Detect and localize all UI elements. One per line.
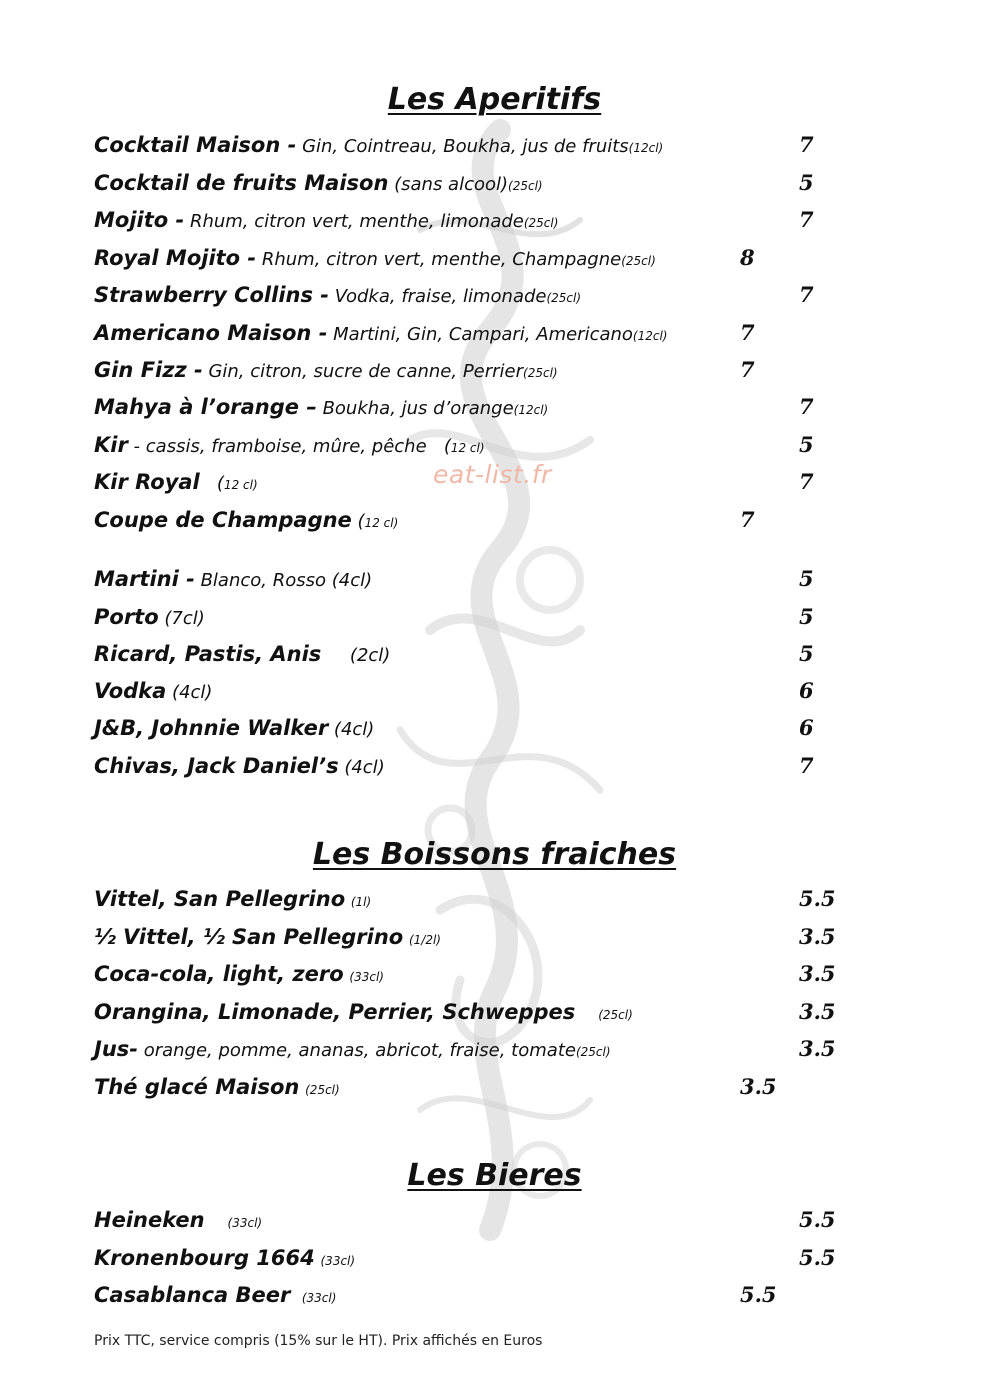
menu-item-description: (sans alcool) [388, 174, 509, 195]
menu-item-volume: (25cl) [305, 1083, 340, 1097]
menu-item-volume: (12cl) [628, 141, 664, 155]
menu-item-price: 7 [740, 507, 755, 532]
menu-item [94, 470, 258, 500]
menu-item-price: 3.5 [799, 999, 836, 1024]
menu-item-description: (7cl) [158, 608, 205, 629]
watermark: eat-list.fr [433, 460, 552, 489]
menu-item [94, 642, 390, 672]
menu-item [94, 716, 374, 746]
menu-item [94, 679, 212, 709]
menu-item-price: 3.5 [799, 1036, 836, 1061]
menu-item-price: 7 [799, 207, 814, 232]
menu-item-description: ( [199, 473, 224, 494]
footer-note: Prix TTC, service compris (15% sur le HT). Prix affichés en Euros [94, 1333, 543, 1349]
menu-item [94, 171, 543, 201]
menu-item [94, 1246, 355, 1276]
menu-item-volume: 12 cl) [223, 478, 258, 492]
menu-item [94, 887, 371, 917]
menu-item-price: 5.5 [799, 1245, 836, 1270]
menu-item-name: Casablanca Beer [94, 1283, 291, 1307]
menu-item [94, 208, 558, 238]
menu-item-description: Rhum, citron vert, menthe, limonade [184, 211, 524, 232]
menu-item [94, 1037, 611, 1067]
menu-item-name: Mahya à l’orange – [94, 395, 317, 419]
menu-item-name: Orangina, Limonade, Perrier, Schweppes [94, 1000, 576, 1024]
menu-item-description: Vodka, fraise, limonade [329, 286, 547, 307]
menu-item-name: Porto [94, 605, 159, 629]
menu-item-name: Royal Mojito - [94, 246, 257, 270]
menu-item-volume: (25cl) [598, 1008, 633, 1022]
menu-item-name: Cocktail Maison - [94, 133, 297, 157]
menu-item [94, 925, 441, 955]
menu-item-price: 3.5 [740, 1074, 777, 1099]
menu-item [94, 246, 656, 276]
menu-item-name: Americano Maison - [94, 321, 328, 345]
menu-item-volume: (25cl) [575, 1045, 611, 1059]
menu-item-description: Gin, citron, sucre de canne, Perrier [202, 361, 524, 382]
menu-item [94, 1075, 340, 1105]
menu-item-price: 3.5 [799, 924, 836, 949]
menu-item-volume: (33cl) [301, 1291, 337, 1305]
menu-item-name: Strawberry Collins - [94, 283, 329, 307]
menu-item-price: 5 [799, 641, 814, 666]
menu-item-description: Blanco, Rosso (4cl) [194, 570, 373, 591]
menu-item-volume: (25cl) [508, 179, 543, 193]
menu-item-description: Gin, Cointreau, Boukha, jus de fruits [296, 136, 629, 157]
menu-item-price: 5.5 [799, 886, 836, 911]
menu-item [94, 1283, 336, 1313]
menu-item [94, 358, 558, 388]
menu-item-volume: 12 cl) [450, 441, 485, 455]
section-title-aperitifs: Les Aperitifs [387, 82, 602, 117]
menu-item-price: 7 [799, 469, 814, 494]
menu-item-name: Ricard, Pastis, Anis [94, 642, 322, 666]
menu-item-price: 5 [799, 170, 814, 195]
menu-item-name: Gin Fizz - [94, 358, 203, 382]
menu-item-description: Boukha, jus d’orange [316, 398, 514, 419]
menu-item [94, 1208, 262, 1238]
menu-item-name: Mojito - [94, 208, 185, 232]
menu-item [94, 567, 372, 597]
menu-item-name: Vittel, San Pellegrino [94, 887, 346, 911]
menu-item-price: 8 [740, 245, 755, 270]
menu-item-name: Thé glacé Maison [94, 1075, 300, 1099]
menu-item-price: 7 [740, 357, 755, 382]
menu-item-name: Kronenbourg 1664 [94, 1246, 315, 1270]
menu-item [94, 283, 581, 313]
menu-item-description: ( [351, 511, 365, 532]
menu-item-description: Rhum, citron vert, menthe, Champagne [256, 249, 622, 270]
menu-item-volume: (12cl) [632, 329, 668, 343]
menu-item-name: J&B, Johnnie Walker [94, 716, 329, 740]
menu-item-price: 5 [799, 604, 814, 629]
menu-item-volume: (25cl) [523, 366, 558, 380]
menu-item-volume: (1/2l) [408, 933, 441, 947]
menu-item-volume: (33cl) [227, 1216, 263, 1230]
menu-item-name: Kir Royal [94, 470, 200, 494]
section-title-bieres: Les Bieres [407, 1158, 582, 1193]
menu-item-description: (4cl) [338, 757, 385, 778]
menu-item-name: Cocktail de fruits Maison [94, 171, 389, 195]
menu-item-name: Heineken [94, 1208, 205, 1232]
menu-item-price: 7 [740, 320, 755, 345]
menu-item-name: Martini - [94, 567, 195, 591]
menu-item-description: (4cl) [328, 719, 375, 740]
menu-item-price: 5 [799, 566, 814, 591]
menu-item [94, 321, 668, 351]
menu-item [94, 395, 548, 425]
menu-item [94, 133, 663, 163]
section-title-boissons: Les Boissons fraiches [312, 837, 677, 872]
menu-item-price: 3.5 [799, 961, 836, 986]
menu-item-name: Chivas, Jack Daniel’s [94, 754, 339, 778]
menu-item-name: Kir [94, 433, 128, 457]
menu-item [94, 508, 398, 538]
menu-item-volume: 12 cl) [364, 516, 399, 530]
menu-item-description: (2cl) [321, 645, 391, 666]
menu-item [94, 433, 485, 463]
menu-item-name: Vodka [94, 679, 167, 703]
menu-item-price: 6 [799, 678, 814, 703]
menu-item [94, 1000, 633, 1030]
menu-item-price: 7 [799, 282, 814, 307]
menu-item [94, 605, 205, 635]
menu-item-description [205, 1211, 228, 1232]
menu-item-volume: (33cl) [320, 1254, 356, 1268]
menu-item-volume: (25cl) [523, 216, 559, 230]
menu-item-price: 6 [799, 715, 814, 740]
menu-item-volume: (1l) [350, 895, 372, 909]
menu-item-volume: (25cl) [621, 254, 656, 268]
menu-item-price: 5 [799, 432, 814, 457]
menu-item-description [290, 1286, 301, 1307]
menu-item-price: 7 [799, 132, 814, 157]
menu-item [94, 754, 385, 784]
menu-item-description [575, 1003, 598, 1024]
menu-item-name: ½ Vittel, ½ San Pellegrino [94, 925, 404, 949]
menu-item-price: 7 [799, 753, 814, 778]
menu-item-volume: (12cl) [513, 403, 549, 417]
menu-item-name: Jus- [94, 1037, 138, 1061]
menu-item-description: Martini, Gin, Campari, Americano [327, 324, 633, 345]
menu-item-name: Coca-cola, light, zero [94, 962, 344, 986]
menu-item-price: 5.5 [799, 1207, 836, 1232]
menu-item-volume: (25cl) [546, 291, 582, 305]
menu-item-price: 7 [799, 394, 814, 419]
menu-item-name: Coupe de Champagne [94, 508, 352, 532]
menu-item-description: orange, pomme, ananas, abricot, fraise, tomate [137, 1040, 576, 1061]
menu-item [94, 962, 384, 992]
menu-item-volume: (33cl) [349, 970, 384, 984]
menu-item-description: - cassis, framboise, mûre, pêche ( [127, 436, 451, 457]
menu-item-price: 5.5 [740, 1282, 777, 1307]
menu-item-description: (4cl) [166, 682, 213, 703]
